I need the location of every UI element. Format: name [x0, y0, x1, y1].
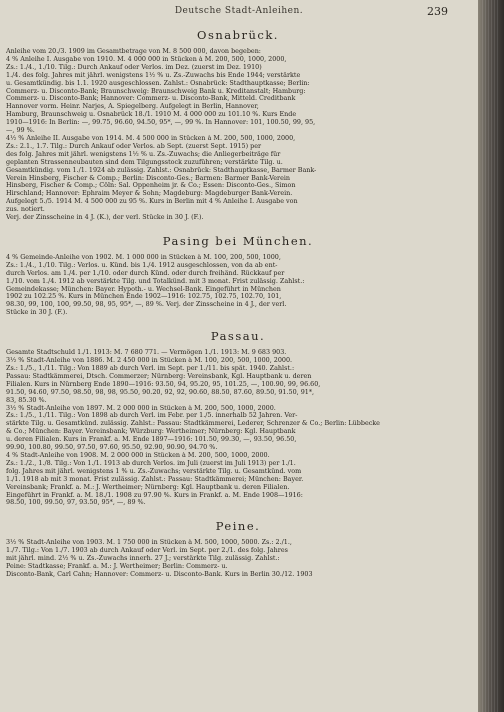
bond-entry — [6, 254, 470, 317]
entry-line: 98.30, 99, 100, 100, 99.50, 98, 95, 95*, —, 89 %. Verj. der Zinsscheine in 4 J., der verl. — [6, 301, 287, 309]
entry-line: geplanten Strassenneubauten sind dem Tilgungsstock zuzuführen; verstärkte Tilg. u. — [6, 158, 283, 166]
entry-line: & Co.; München: Bayer. Vereinsbank; Würzburg: Wertheimer; Nürnberg: Kgl. Hauptbank — [6, 428, 296, 436]
entry-line: Hannover vorm. Heinr. Narjes, A. Spiegelberg. Aufgelegt in Berlin, Hannover, — [6, 103, 259, 111]
entry-line: u. deren Filialen. Kurs in Frankf. a. M. Ende 1897—1916: 101.50, 99.30, —, 93.50, 96.50, — [6, 436, 297, 444]
entry-line: Peine: Stadtkasse; Frankf. a. M.: J. Wertheimer; Berlin: Commerz- u. — [6, 563, 228, 571]
entry-first-line: 4½ % Anleihe II. Ausgabe von 1914. M. 4 500 000 in Stücken à M. 200, 500, 1000, 2000, — [6, 134, 296, 142]
entry-first-line: 4 % Stadt-Anleihe von 1908. M. 2 000 000 in Stücken à M. 200, 500, 1000, 2000. — [6, 451, 270, 459]
page-number: 239 — [427, 5, 448, 18]
running-header — [0, 6, 478, 22]
entry-line: Zs.: 2.1., 1.7. Tilg.: Durch Ankauf oder Verlos. ab Sept. (zuerst Sept. 1915) per — [6, 142, 262, 150]
entry-line: Commerz- u. Disconto-Bank; Braunschweig: Braunschweig Bank u. Kreditanstalt; Hamburg: — [6, 87, 306, 95]
section-gap — [6, 507, 470, 519]
bond-entry — [6, 357, 470, 404]
entry-line: stärkte Tilg. u. Gesamtkünd. zulässig. Zahlst.: Passau: Stadtkämmerei, Lederer, Schrenzer & Co.; Berlin: Lübbecke — [6, 420, 380, 428]
entry-line: 1./10. vom 1./4. 1912 ab verstärkte Tilg. und Totalkünd. mit 3 monat. Frist zulässig. Zahlst.: — [6, 277, 305, 285]
bond-entry — [6, 135, 470, 214]
entry-first-line: 4 % Gemeinde-Anleihe von 1902. M. 1 000 000 in Stücken à M. 100, 200, 500, 1000, — [6, 253, 281, 261]
entry-line: zus. notiert. — [6, 206, 45, 214]
entry-line: Commerz- u. Disconto-Bank; Hannover: Commerz- u. Disconto-Bank, Mitteld. Creditbank — [6, 95, 296, 103]
entry-line: Aufgelegt 5./5. 1914 M. 4 500 000 zu 95 %. Kurs in Berlin mit 4 % Anleihe I. Ausgabe von — [6, 198, 298, 206]
section-gap — [6, 222, 470, 234]
bond-entry — [6, 539, 470, 579]
bond-entry — [6, 48, 470, 135]
entry-line: Stücke in 30 J. (F.). — [6, 309, 68, 317]
entry-first-line: Anleihe vom 20./3. 1909 im Gesamtbetrage von M. 8 500 000, davon begeben: — [6, 48, 261, 55]
city-heading: Osnabrück. — [197, 28, 279, 42]
entry-line: Zs.: 1./4., 1./10. Tilg.: Durch Ankauf oder Verlos. im Dez. (zuerst im Dez. 1910) — [6, 63, 262, 71]
entry-line: Zs.: 1./4., 1./10. Tilg.: Verlos. u. Künd. bis 1./4. 1912 ausgeschlossen, von da ab ent- — [6, 261, 278, 269]
city-heading: Peine. — [215, 519, 261, 534]
entry-line: Vereinsbank; Frankf. a. M.: J. Wertheimer; Nürnberg: Kgl. Hauptbank u. deren Filialen. — [6, 483, 290, 491]
entry-line: 1910—1916: In Berlin: —, 99.75, 96.60, 94.50, 95*, —, 99 %. In Hannover: 101, 100.50, 99, 95, — [6, 119, 316, 127]
entry-line: Hirschland; Hannover: Ephraim Meyer & Sohn; Magdeburg: Magdeburger Bank-Verein. — [6, 190, 293, 198]
entry-line: Disconto-Bank, Carl Cahn; Hannover: Commerz- u. Disconto-Bank. Kurs in Berlin 30./12. 1903 — [6, 570, 313, 578]
entry-first-line: Verj. der Zinsscheine in 4 J. (K.), der verl. Stücke in 30 J. (F.). — [6, 214, 204, 222]
entry-line: Hinsberg, Fischer & Comp.; Cöln: Sal. Oppenheim jr. & Co.; Essen: Disconto-Ges., Simon — [6, 182, 296, 190]
city-heading: Passau. — [210, 329, 266, 344]
entry-line: folg. Jahres mit jährl. wenigstens 1 % u. Zs.-Zuwachs; verstärkte Tilg. u. Gesamtkünd. vom — [6, 467, 302, 475]
entry-first-line: 3½ % Stadt-Anleihe von 1897. M. 2 000 000 in Stücken à M. 200, 500, 1000, 2000. — [6, 404, 276, 412]
entry-line: 1./4. des folg. Jahres mit jährl. wenigstens 1½ % u. Zs.-Zuwachs bis Ende 1944; verstärkte — [6, 71, 301, 79]
entry-line: 83, 85.30 %. — [6, 396, 47, 404]
entry-line: Hamburg, Braunschweig u. Osnabrück 18./1. 1910 M. 4 000 000 zu 101.10 %. Kurs Ende — [6, 111, 297, 119]
entry-line: —, 99 %. — [6, 127, 35, 135]
entry-line: Eingeführt in Frankf. a. M. 18./1. 1908 zu 97.90 %. Kurs in Frankf. a. M. Ende 1908—1916: — [6, 491, 303, 499]
entry-line: Gesamtkündig. vom 1./1. 1924 ab zulässig. Zahlst.: Osnabrück: Stadthauptkasse, Barmer Bank- — [6, 166, 317, 174]
entry-line: u. Gesamtkündig. bis 1.1. 1920 ausgeschlossen. Zahlst.: Osnabrück: Stadthauptkasse; Berlin: — [6, 79, 310, 87]
entry-line: Passau: Stadtkämmerei, Dtsch. Commerzer; Nürnberg: Vereinsbank, Kgl. Hauptbank u. deren — [6, 372, 312, 380]
entry-line: 1902 zu 102.25 %. Kurs in München Ende 1902—1916: 102.75, 102.75, 102.70, 101, — [6, 293, 282, 301]
entry-line: Zs.: 1./5., 1./11. Tilg.: Von 1889 ab durch Verl. im Sept. per 1./11. bis spät. 1940. Zahlst.: — [6, 365, 295, 372]
entry-line: mit jährl. mind. 2½ % u. Zs.-Zuwachs innerh. 27 J.; verstärkte Tilg. zulässig. Zahlst.: — [6, 555, 280, 563]
document-body — [6, 28, 470, 579]
entry-line: 4 % Anleihe I. Ausgabe von 1910. M. 4 000 000 in Stücken à M. 200, 500, 1000, 2000, — [6, 55, 287, 63]
city-heading: Pasing bei München. — [162, 233, 314, 248]
entry-line: durch Verlos. am 1./4. per 1./10. oder durch Künd. oder durch freihänd. Rückkauf per — [6, 269, 285, 277]
entry-line: 1./7. Tilg.: Von 1./7. 1903 ab durch Ankauf oder Verl. im Sept. per 2./1. des folg. Jahres — [6, 547, 288, 555]
entry-first-line: 3½ % Stadt-Anleihe von 1903. M. 1 750 000 in Stücken à M. 500, 1000, 5000. Zs.: 2./1., — [6, 539, 292, 547]
bond-entry — [6, 452, 470, 507]
bond-entry — [6, 349, 470, 357]
bond-entry — [6, 405, 470, 452]
entry-line: Zs.: 1./2., 1./8. Tilg.: Von 1./1. 1913 ab durch Verlos. im Juli (zuerst im Juli 1913) per 1./1. — [6, 459, 296, 467]
entry-line: des folg. Jahres mit jährl. wenigstens 1½ % u. Zs.-Zuwachs; die Anliegerbeiträge für — [6, 150, 281, 158]
entry-first-line: 3½ % Stadt-Anleihe von 1886. M. 2 450 000 in Stücken à M. 100, 200, 500, 1000, 2000. — [6, 357, 293, 365]
entry-line: 99.90, 100.80, 99.50, 97.50, 97.60, 95.50, 92.90, 90.90, 94.70 %. — [6, 444, 218, 452]
entry-first-line: Gesamte Stadtschuld 1./1. 1913: M. 7 680 771. — Vermögen 1./1. 1913: M. 9 683 903. — [6, 349, 287, 357]
bond-entry — [6, 214, 470, 222]
book-edge-pages — [482, 0, 500, 712]
section-gap — [6, 317, 470, 329]
entry-line: Gemeindekasse; München: Bayer. Hypoth.- u. Wechsel-Bank. Eingeführt in München — [6, 285, 281, 293]
entry-line: Verein Hinsberg, Fischer & Comp.; Berlin: Disconto-Ges.; Barmen: Barmer Bank-Verein — [6, 174, 291, 182]
entry-line: Zs.: 1./5., 1./11. Tilg.: Von 1898 ab durch Verl. im Febr. per 1./5. innerhalb 52 Jahren. Ver- — [6, 412, 298, 420]
entry-line: 98.50, 100, 99.50, 97, 93.50, 95*, —, 89 %. — [6, 499, 146, 507]
entry-line: 91.50, 94.60, 97.50, 98.50, 98, 98, 95.50, 90.20, 92, 92, 90.60, 88.50, 87.60, 89.50, 91.50, 91*, — [6, 388, 315, 396]
running-title: Deutsche Stadt-Anleihen. — [174, 6, 304, 16]
entry-line: Filialen. Kurs in Nürnberg Ende 1890—1916: 93.50, 94, 95.20, 95, 101.25, —, 100.90, 99, 96.60, — [6, 380, 321, 388]
entry-line: 1./1. 1918 ab mit 3 monat. Frist zulässig. Zahlst.: Passau: Stadtkämmerei; München: Bayer. — [6, 475, 304, 483]
